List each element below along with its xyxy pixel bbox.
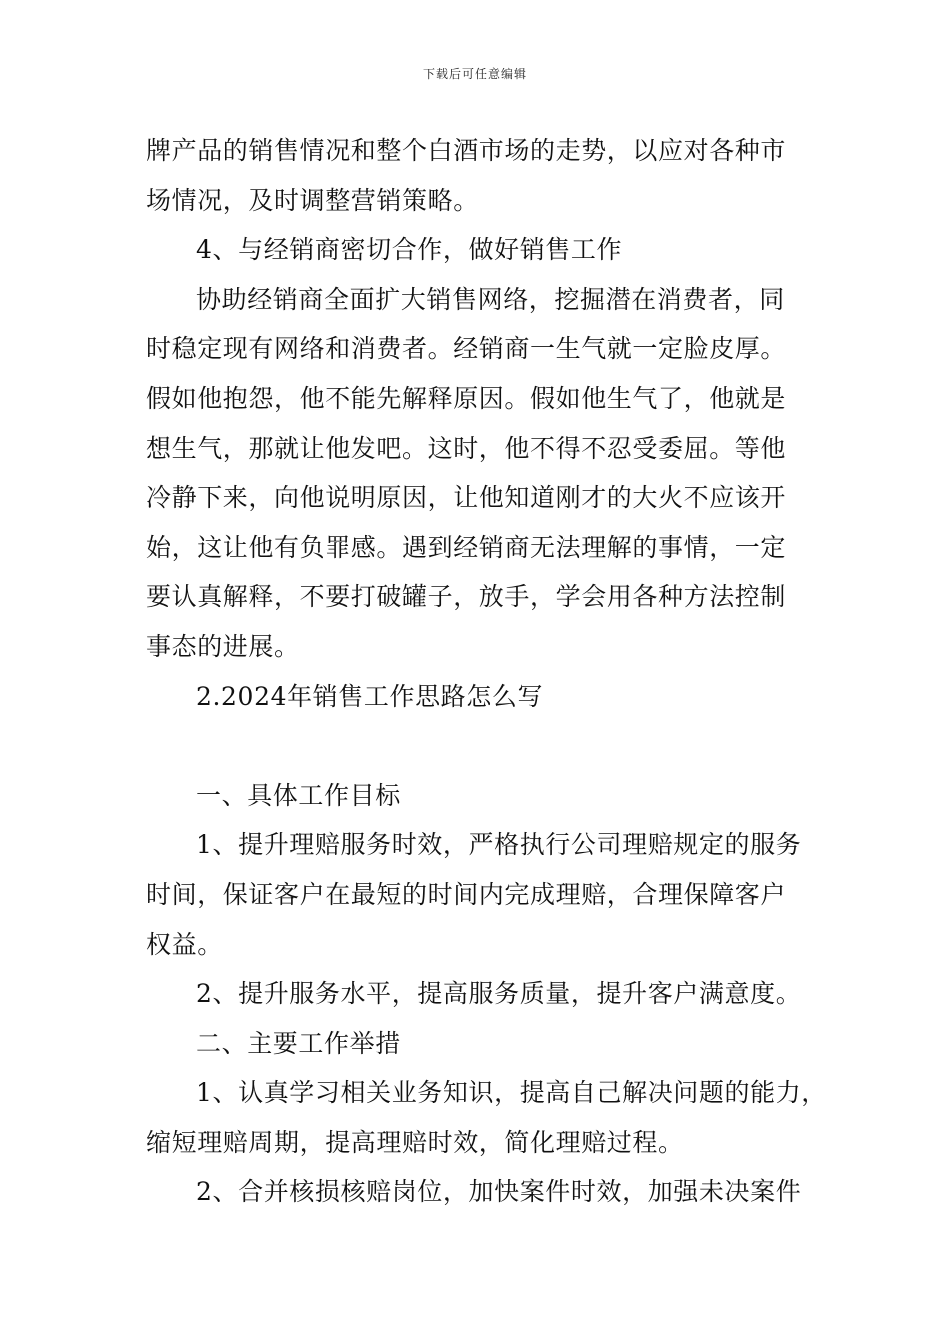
page-header: 下载后可任意编辑: [422, 67, 527, 81]
text-line: 牌产品的销售情况和整个白酒市场的走势，以应对各种市: [146, 136, 787, 165]
text-line: 时间，保证客户在最短的时间内完成理赔，合理保障客户: [146, 879, 787, 909]
text-line: 时稳定现有网络和消费者。经销商一生气就一定脸皮厚。: [146, 334, 787, 364]
text-line: 协助经销商全面扩大销售网络，挖掘潜在消费者，同: [196, 284, 785, 314]
text-line: 事态的进展。: [146, 631, 300, 661]
text-line: 1、认真学习相关业务知识，提高自己解决问题的能力，: [196, 1078, 827, 1108]
document-body: [146, 126, 827, 1217]
text-line: 想生气，那就让他发吧。这时，他不得不忍受委屈。等他: [146, 433, 787, 463]
text-line: 2、合并核损核赔岗位，加快案件时效，加强未决案件: [196, 1177, 802, 1207]
blank-line: [146, 721, 816, 771]
section-heading: 二、主要工作举措: [196, 1028, 401, 1058]
text-line: 2、提升服务水平，提高服务质量，提升客户满意度。: [196, 979, 802, 1009]
text-line: 冷静下来，向他说明原因，让他知道刚才的大火不应该开: [146, 483, 787, 513]
section-heading: 一、具体工作目标: [196, 780, 401, 810]
text-line: 始，这让他有负罪感。遇到经销商无法理解的事情，一定: [146, 532, 787, 562]
text-line: 场情况，及时调整营销策略。: [146, 185, 479, 215]
section-heading: 4、与经销商密切合作，做好销售工作: [196, 235, 623, 265]
text-line: 要认真解释，不要打破罐子，放手，学会用各种方法控制: [146, 582, 787, 612]
text-line: 假如他抱怨，他不能先解释原因。假如他生气了，他就是: [146, 383, 787, 413]
text-line: 1、提升理赔服务时效，严格执行公司理赔规定的服务: [196, 830, 802, 860]
text-line: 缩短理赔周期，提高理赔时效，简化理赔过程。: [146, 1127, 684, 1157]
article-title: 2.2024年销售工作思路怎么写: [196, 681, 544, 711]
text-line: 权益。: [146, 929, 223, 959]
